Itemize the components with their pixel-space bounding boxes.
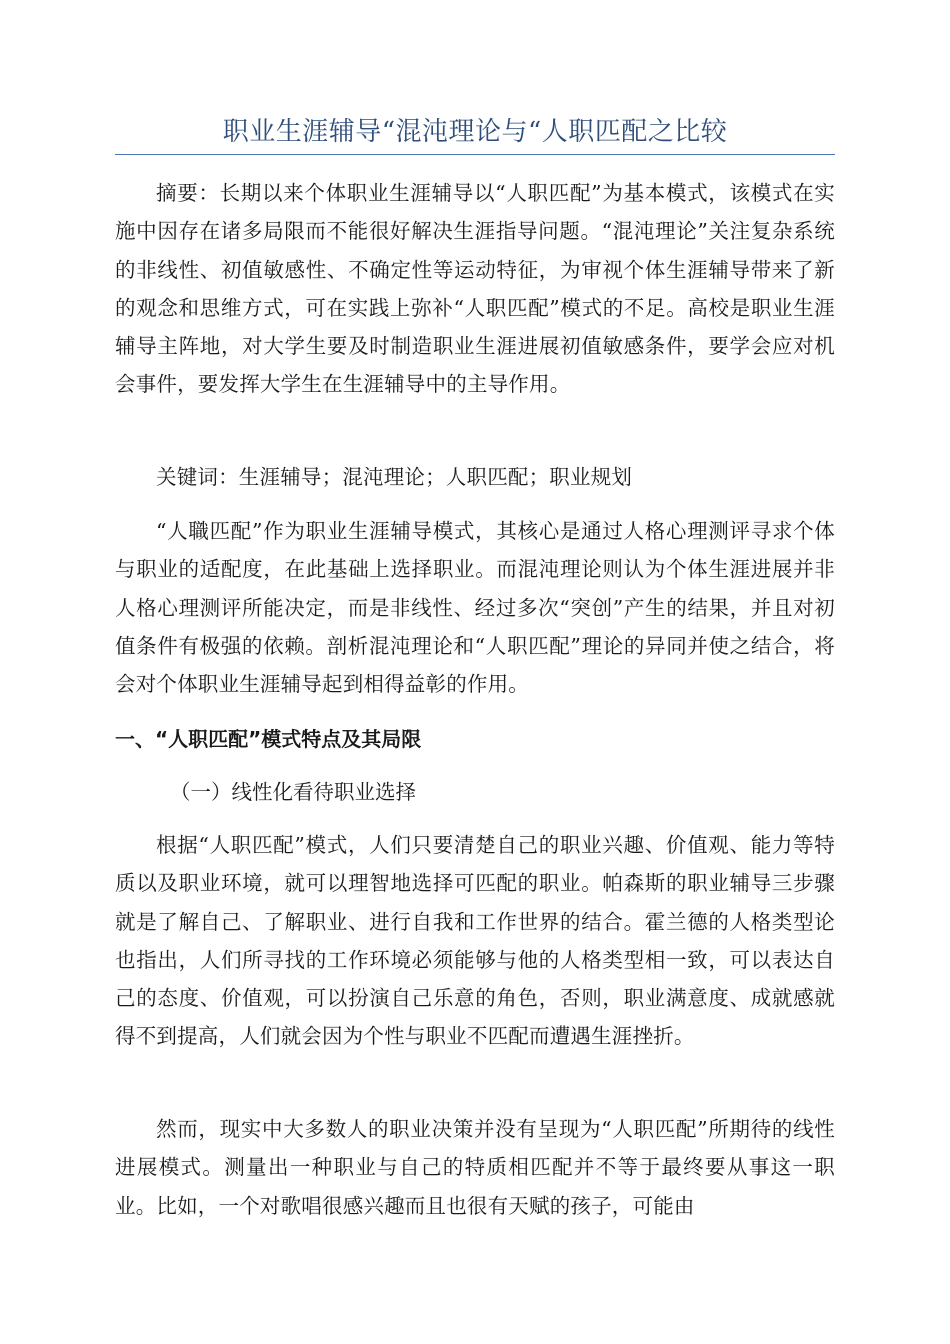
intro-paragraph: “人職匹配”作为职业生涯辅导模式，其核心是通过人格心理测评寻求个体与职业的适配度，在此基础上选择职业。而混沌理论则认为个体生涯进展并非人格心理测评所能决定，而是非线性、经过多次“突创”产生的结果，并且对初值条件有极强的依赖。剖析混沌理论和“人职匹配”理论的异同并使之结合，将会对个体职业生涯辅导起到相得益彰的作用。	[115, 519, 835, 697]
document-title: 职业生涯辅导“混沌理论与“人职匹配之比较	[222, 117, 728, 147]
title-underline	[115, 154, 835, 155]
body-paragraph-2: 然而，现实中大多数人的职业决策并没有呈现为“人职匹配”所期待的线性进展模式。测量出一种职业与自己的特质相匹配并不等于最终要从事这一职业。比如，一个对歌唱很感兴趣而且也很有天赋的孩子，可能由	[115, 1117, 835, 1218]
section-heading-1: 一、“人职匹配”模式特点及其局限	[115, 727, 422, 751]
keywords-line: 关键词：生涯辅导；混沌理论；人职匹配；职业规划	[156, 465, 633, 489]
body-paragraph-1: 根据“人职匹配”模式，人们只要清楚自己的职业兴趣、价值观、能力等特质以及职业环境，就可以理智地选择可匹配的职业。帕森斯的职业辅导三步骤就是了解自己、了解职业、进行自我和工作世界的结合。霍兰德的人格类型论也指出，人们所寻找的工作环境必须能够与他的人格类型相一致，可以表达自己的态度、价值观，可以扮演自己乐意的角色，否则，职业满意度、成就感就得不到提高，人们就会因为个性与职业不匹配而遭遇生涯挫折。	[115, 833, 835, 1049]
abstract-paragraph: 摘要：长期以来个体职业生涯辅导以“人职匹配”为基本模式，该模式在实施中因存在诸多局限而不能很好解决生涯指导问题。“混沌理论”关注复杂系统的非线性、初值敏感性、不确定性等运动特征，为审视个体生涯辅导带来了新的观念和思维方式，可在实践上弥补“人职匹配”模式的不足。高校是职业生涯辅导主阵地，对大学生要及时制造职业生涯进展初值敏感条件，要学会应对机会事件，要发挥大学生在生涯辅导中的主导作用。	[115, 181, 835, 397]
subsection-heading-1: （一）线性化看待职业选择	[170, 780, 416, 804]
